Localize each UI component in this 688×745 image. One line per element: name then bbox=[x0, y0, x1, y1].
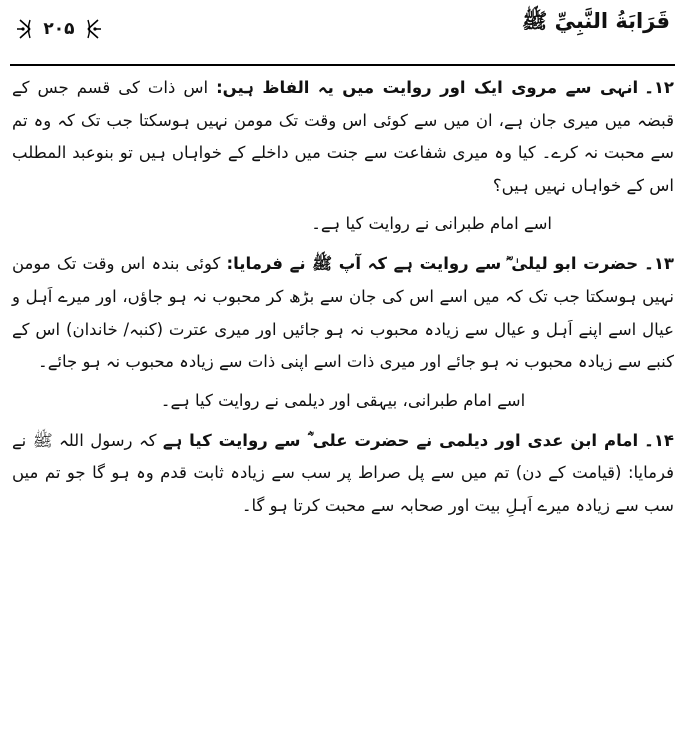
hadith-12 bbox=[12, 72, 674, 202]
page-number: ۲۰۵ bbox=[43, 19, 75, 39]
hadith-14-number: ۱۴۔ bbox=[644, 430, 674, 450]
page-number-frame bbox=[16, 16, 102, 42]
hadith-14 bbox=[12, 425, 674, 523]
hadith-12-lead: انہی سے مروی ایک اور روایت میں یہ الفاظ ہیں: bbox=[216, 78, 639, 97]
hadith-12-number: ۱۲۔ bbox=[644, 78, 675, 97]
hadith-13-reference: اسے امام طبرانی، بیہقی اور دیلمی نے روایت کیا ہے۔ bbox=[160, 390, 526, 410]
hadith-13-lead: حضرت ابو لیلیٰ ؓ سے روایت ہے کہ آپ ﷺ نے فرمایا: bbox=[226, 254, 639, 274]
header-divider bbox=[10, 64, 675, 66]
page-header bbox=[0, 0, 688, 62]
hadith-13 bbox=[12, 248, 674, 378]
hadith-13-text: کوئی بندہ اس وقت تک مومن نہیں ہوسکتا جب تک کہ میں اسے اس کی جان سے بڑھ کر محبوب نہ ہو جاؤں، اور میرے اَہل و عیال اسے اپنے اَہل و عیال سے زیادہ محبوب نہ ہو جائیں اور میری عترت (کنبہ/ خاندان) اس کے کنبے سے زیادہ محبوب نہ ہو جائے اور میری ذات اسے اپنی ذات سے زیادہ محبوب نہ ہو جائے۔ bbox=[12, 254, 674, 372]
hadith-14-text: کہ رسول اللہ ﷺ نے فرمایا: (قیامت کے دن) تم میں سے پل صراط پر سب سے زیادہ ثابت قدم وہ ہو گا جو تم میں سب سے زیادہ میرے اَہلِ بیت اور صحابہ سے محبت کرتا ہو گا۔ bbox=[12, 430, 674, 515]
hadith-12-reference: اسے امام طبرانی نے روایت کیا ہے۔ bbox=[311, 214, 552, 234]
hadith-12-text: اس ذات کی قسم جس کے قبضہ میں میری جان ہے، ان میں سے کوئی اس وقت تک مومن نہیں ہوسکتا جب تک کہ وہ تم سے محبت نہ کرے۔ کیا وہ میری شفاعت سے جنت میں داخلے کے خواہاں ہیں تو بنوعبد المطلب اس کے خواہاں نہیں ہیں؟ bbox=[12, 78, 674, 195]
hadith-14-lead: امام ابن عدی اور دیلمی نے حضرت علی ؓ سے روایت کیا ہے bbox=[162, 430, 639, 450]
hadith-13-number: ۱۳۔ bbox=[644, 254, 674, 274]
page-body bbox=[12, 72, 674, 523]
book-title: قَرَابَةُ النَّبِيِّ ﷺ bbox=[521, 9, 670, 33]
